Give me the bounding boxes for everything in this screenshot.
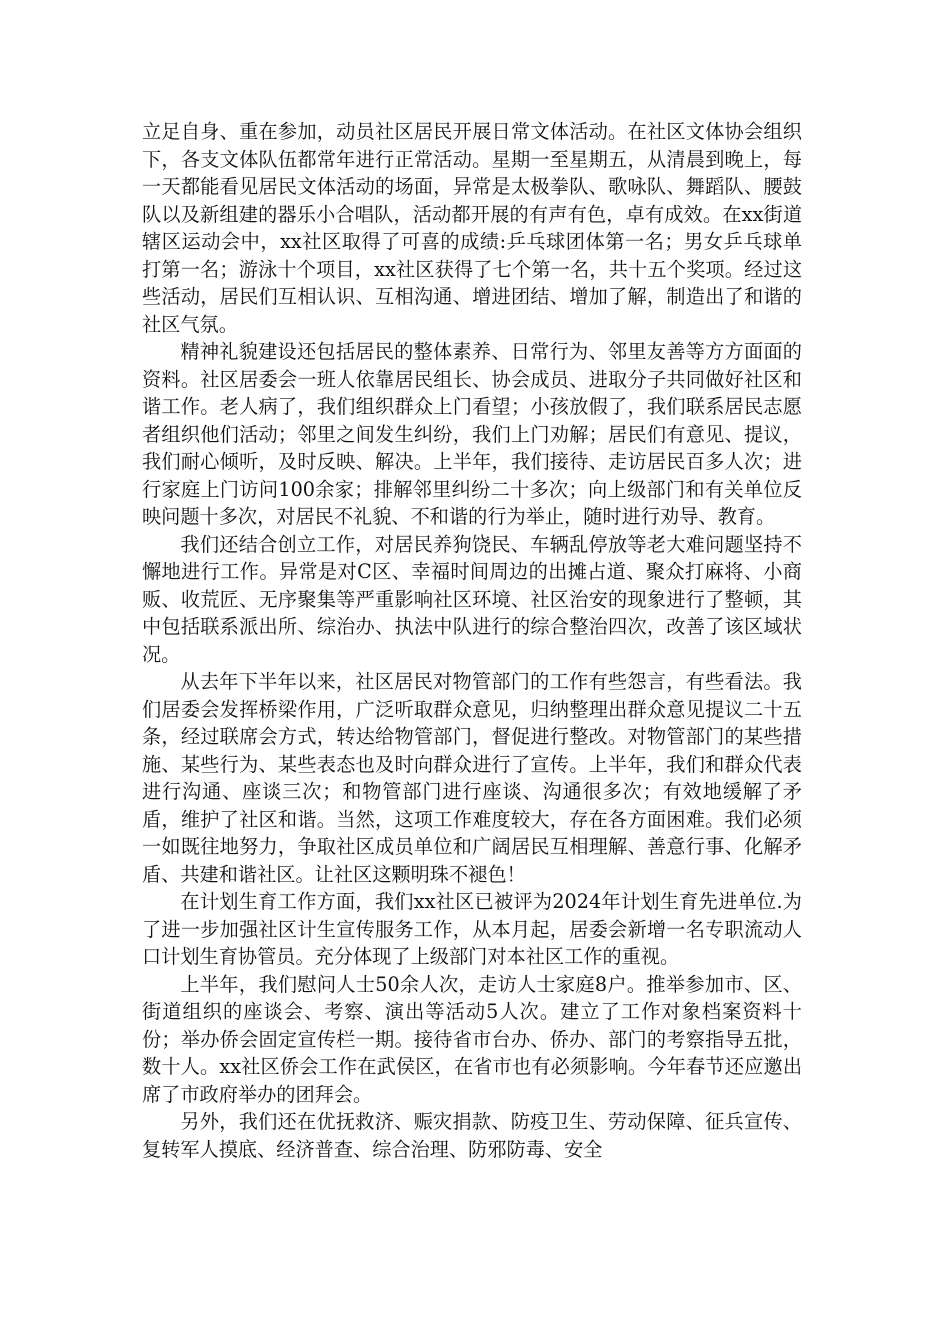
paragraph-3: 我们还结合创立工作，对居民养狗饶民、车辆乱停放等老大难问题坚持不懈地进行工作。异常是对C区、幸福时间周边的出摊占道、聚众打麻将、小商贩、收荒匠、无序聚集等严重影响社区环境、社区治安的现象进行了整顿，其中包括联系派出所、综治办、执法中队进行的综合整治四次，改善了该区域状况。: [142, 532, 802, 666]
paragraph-5: 在计划生育工作方面，我们xx社区已被评为2024年计划生育先进单位.为了进一步加强社区计生宣传服务工作，从本月起，居委会新增一名专职流动人口计划生育协管员。充分体现了上级部门对本社区工作的重视。: [142, 890, 802, 968]
paragraph-6: 上半年，我们慰问人士50余人次，走访人士家庭8户。推举参加市、区、街道组织的座谈会、考察、演出等活动5人次。建立了工作对象档案资料十份；举办侨会固定宣传栏一期。接待省市台办、侨办、部门的考察指导五批，数十人。xx社区侨会工作在武侯区，在省市也有必须影响。今年春节还应邀出席了市政府举办的团拜会。: [142, 972, 802, 1106]
paragraph-4: 从去年下半年以来，社区居民对物管部门的工作有些怨言，有些看法。我们居委会发挥桥梁作用，广泛听取群众意见，归纳整理出群众意见提议二十五条，经过联席会方式，转达给物管部门，督促进行整改。对物管部门的某些措施、某些行为、某些表态也及时向群众进行了宣传。上半年，我们和群众代表进行沟通、座谈三次；和物管部门进行座谈、沟通很多次；有效地缓解了矛盾，维护了社区和谐。当然，这项工作难度较大，存在各方面困难。我们必须一如既往地努力，争取社区成员单位和广阔居民互相理解、善意行事、化解矛盾、共建和谐社区。让社区这颗明珠不褪色！: [142, 670, 802, 886]
paragraph-7: 另外，我们还在优抚救济、赈灾捐款、防疫卫生、劳动保障、征兵宣传、复转军人摸底、经济普查、综合治理、防邪防毒、安全: [142, 1110, 802, 1161]
document-body: [142, 118, 802, 1163]
paragraph-2: 精神礼貌建设还包括居民的整体素养、日常行为、邻里友善等方方面面的资料。社区居委会一班人依靠居民组长、协会成员、进取分子共同做好社区和谐工作。老人病了，我们组织群众上门看望；小孩放假了，我们联系居民志愿者组织他们活动；邻里之间发生纠纷，我们上门劝解；居民们有意见、提议，我们耐心倾听，及时反映、解决。上半年，我们接待、走访居民百多人次；进行家庭上门访问100余家；排解邻里纠纷二十多次；向上级部门和有关单位反映问题十多次，对居民不礼貌、不和谐的行为举止，随时进行劝导、教育。: [142, 340, 802, 528]
paragraph-1: 立足自身、重在参加，动员社区居民开展日常文体活动。在社区文体协会组织下，各支文体队伍都常年进行正常活动。星期一至星期五，从清晨到晚上，每一天都能看见居民文体活动的场面，异常是太极拳队、歌咏队、舞蹈队、腰鼓队以及新组建的器乐小合唱队，活动都开展的有声有色，卓有成效。在xx街道辖区运动会中，xx社区取得了可喜的成绩:乒乓球团体第一名；男女乒乓球单打第一名；游泳十个项目，xx社区获得了七个第一名，共十五个奖项。经过这些活动，居民们互相认识、互相沟通、增进团结、增加了解，制造出了和谐的社区气氛。: [142, 120, 802, 336]
